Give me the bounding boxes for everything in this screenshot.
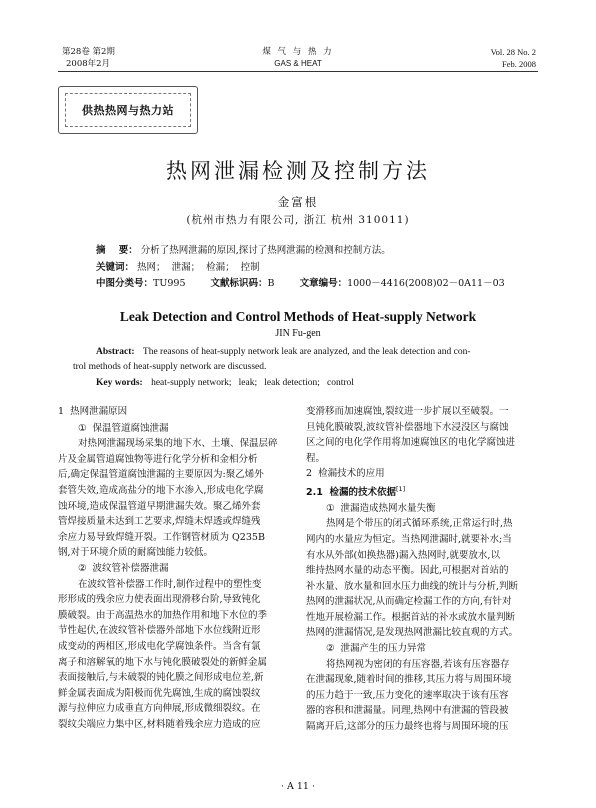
text-line: 鲜金属表面成为阳极而优先腐蚀,生成的腐蚀裂纹 — [58, 687, 261, 699]
text-line: 网内的水量应为恒定。当热网泄漏时,就要补水;当 — [306, 533, 512, 545]
keywords-text: 热网； 泄漏； 检漏； 控制 — [137, 262, 260, 273]
paragraph-3 — [306, 516, 540, 641]
text-line: 套管失效,造成高盐分的地下水渗入,形成电化学腐 — [58, 484, 264, 496]
doc-code-label: 文献标识码： — [210, 278, 268, 289]
header-rule — [58, 71, 538, 72]
english-abstract-line1 — [96, 345, 471, 359]
section-heading-2: 2 检漏技术的应用 — [306, 468, 385, 480]
text-line: 性地开展检漏工作。根据首站的补水或放水量判断 — [306, 611, 516, 623]
author: 金富根 — [277, 195, 319, 209]
text-line: 旦钝化膜破裂,波纹管补偿器地下水浸没区与腐蚀 — [306, 421, 509, 433]
text-line: 在泄漏现象,随着时间的推移,其压力将与周围环境 — [306, 674, 512, 686]
text-line: 的压力趋于一致,压力变化的速率取决于该有压容 — [306, 689, 509, 701]
text-line: 蚀环境,造成保温管道早期泄漏失效。聚乙烯外套 — [58, 500, 261, 512]
article-no-label: 文章编号： — [299, 278, 348, 289]
reference-marker[interactable]: [1] — [395, 484, 406, 493]
paragraph-4 — [306, 657, 540, 735]
text-line: 器的容积和泄漏量。同理,热网中有泄漏的管段被 — [306, 705, 509, 717]
text-line: 成变动的两相区,形成电化学腐蚀条件。当含有氯 — [58, 640, 261, 652]
volume-issue: 第28卷 第2期 — [62, 47, 115, 57]
classification-row — [96, 277, 505, 291]
abstract-text: 分析了热网泄漏的原因,探讨了热网泄漏的检测和控制方法。 — [140, 245, 391, 256]
text-line: 热网的泄漏状况,从而确定检漏工作的方向,有针对 — [306, 596, 512, 608]
text-line: 钢,对于环境介质的耐腐蚀能力较低。 — [58, 547, 214, 559]
subsection-heading-text: 2.1 检漏的技术依据 — [306, 487, 396, 499]
right-column — [306, 404, 540, 735]
text-line: 区之间的电化学作用将加速腐蚀区的电化学腐蚀进 — [306, 437, 516, 449]
paragraph-continued — [306, 404, 540, 466]
abstract-row — [96, 244, 391, 258]
article-no-value: 1000－4416(2008)02－0A11－03 — [347, 278, 505, 289]
keywords-row — [96, 261, 260, 275]
paragraph-1 — [58, 436, 292, 561]
text-line: 节性起伏,在波纹管补偿器外部地下水位线附近形 — [58, 625, 261, 637]
text-line: 膜破裂。由于高温热水的加热作用和地下水位的季 — [58, 609, 268, 621]
text-line: 对热网泄漏现场采集的地下水、土壤、保温层碎 — [78, 438, 278, 450]
english-keywords-label: Key words: — [96, 378, 143, 388]
english-author: JIN Fu-gen — [275, 328, 321, 339]
text-line: 变滑移而加速腐蚀,裂纹进一步扩展以至破裂。一 — [306, 406, 509, 417]
english-abstract-label: Abstract: — [96, 347, 135, 357]
subsection-heading-2-1 — [306, 482, 540, 501]
text-line: 程。 — [306, 452, 326, 464]
volume-en: Vol. 28 No. 2 — [490, 47, 536, 57]
text-line: 源与拉伸应力成垂直方向伸展,形成微细裂纹。在 — [58, 703, 261, 715]
clc-value: TU995 — [153, 278, 186, 289]
subsection-1-2: ② 波纹管补偿器泄漏 — [78, 562, 169, 574]
english-abstract-text1: The reasons of heat-supply network leak are analyzed, and the leak detection and con- — [142, 347, 471, 357]
affiliation: (杭州市热力有限公司, 浙江 杭州 310011) — [186, 214, 410, 226]
text-line: 有水从外部(如换热器)漏入热网时,就要放水,以 — [306, 549, 500, 561]
paragraph-2 — [58, 577, 292, 733]
header-right — [491, 46, 536, 70]
left-column — [58, 404, 292, 732]
english-title: Leak Detection and Control Methods of Heat-supply Network — [119, 309, 477, 324]
text-line: 在波纹管补偿器工作时,制作过程中的塑性变 — [78, 578, 262, 590]
subsection-1-1: ① 保温管道腐蚀泄漏 — [78, 422, 169, 434]
paper-title: 热网泄漏检测及控制方法 — [166, 159, 430, 183]
text-line: 热网的泄漏情况,是发现热网泄漏比较直观的方式。 — [306, 627, 519, 639]
text-line: 补水量、放水量和回水压力曲线的统计与分析,判断 — [306, 580, 519, 592]
english-keywords-row — [96, 376, 354, 390]
text-line: 热网是个带压的闭式循环系统,正常运行时,热 — [326, 518, 513, 530]
issue-date: 2008年2月 — [66, 59, 111, 69]
journal-name-cn: 煤 气 与 热 力 — [262, 47, 334, 57]
clc-label: 中图分类号： — [96, 278, 154, 289]
keywords-label: 关键词： — [96, 262, 135, 273]
date-en: Feb. 2008 — [502, 59, 536, 69]
text-line: 形形成的残余应力使表面出现滑移台阶,导致钝化 — [58, 594, 261, 606]
text-line: 维持热网水量的动态平衡。因此,可根据对首站的 — [306, 565, 509, 577]
doc-code-value: B — [267, 278, 275, 289]
text-line: 表面接触后,与未破裂的钝化膜之间形成电位差,新 — [58, 672, 264, 684]
page-number: · A 11 · — [280, 781, 316, 792]
text-line: 离子和溶解氧的地下水与钝化膜破裂处的新鲜金属 — [58, 656, 268, 668]
abstract-label: 摘 要： — [96, 245, 138, 256]
text-line: 将热网视为密闭的有压容器,若该有压容器存 — [326, 658, 510, 670]
text-line: 隔离开后,这部分的压力最终也将与周围环境的压 — [306, 721, 509, 733]
subsection-2-1-1: ① 泄漏造成热网水量失衡 — [326, 502, 436, 514]
text-line: 管焊接质量未达到工艺要求,焊缝未焊透或焊缝残 — [58, 516, 261, 528]
section-box — [58, 86, 198, 134]
text-line: 后,确定保温管道腐蚀泄漏的主要原因为:聚乙烯外 — [58, 469, 264, 481]
text-line: 裂纹尖端应力集中区,材料随着残余应力造成的应 — [58, 718, 261, 730]
subsection-2-1-2: ② 泄漏产生的压力异常 — [326, 643, 427, 655]
text-line: 余应力易导致焊缝开裂。工作钢管材质为 Q235B — [58, 531, 265, 543]
section-label: 供热热网与热力站 — [65, 93, 191, 127]
text-line: 片及金属管道腐蚀物等进行化学分析和金相分析 — [58, 453, 258, 465]
journal-name-en: GAS & HEAT — [274, 59, 322, 68]
section-heading-1: 1 热网泄漏原因 — [58, 406, 128, 417]
english-keywords-text: heat-supply network; leak; leak detection; control — [151, 378, 354, 388]
english-abstract-line2: trol methods of heat-supply network are discussed. — [73, 362, 267, 372]
